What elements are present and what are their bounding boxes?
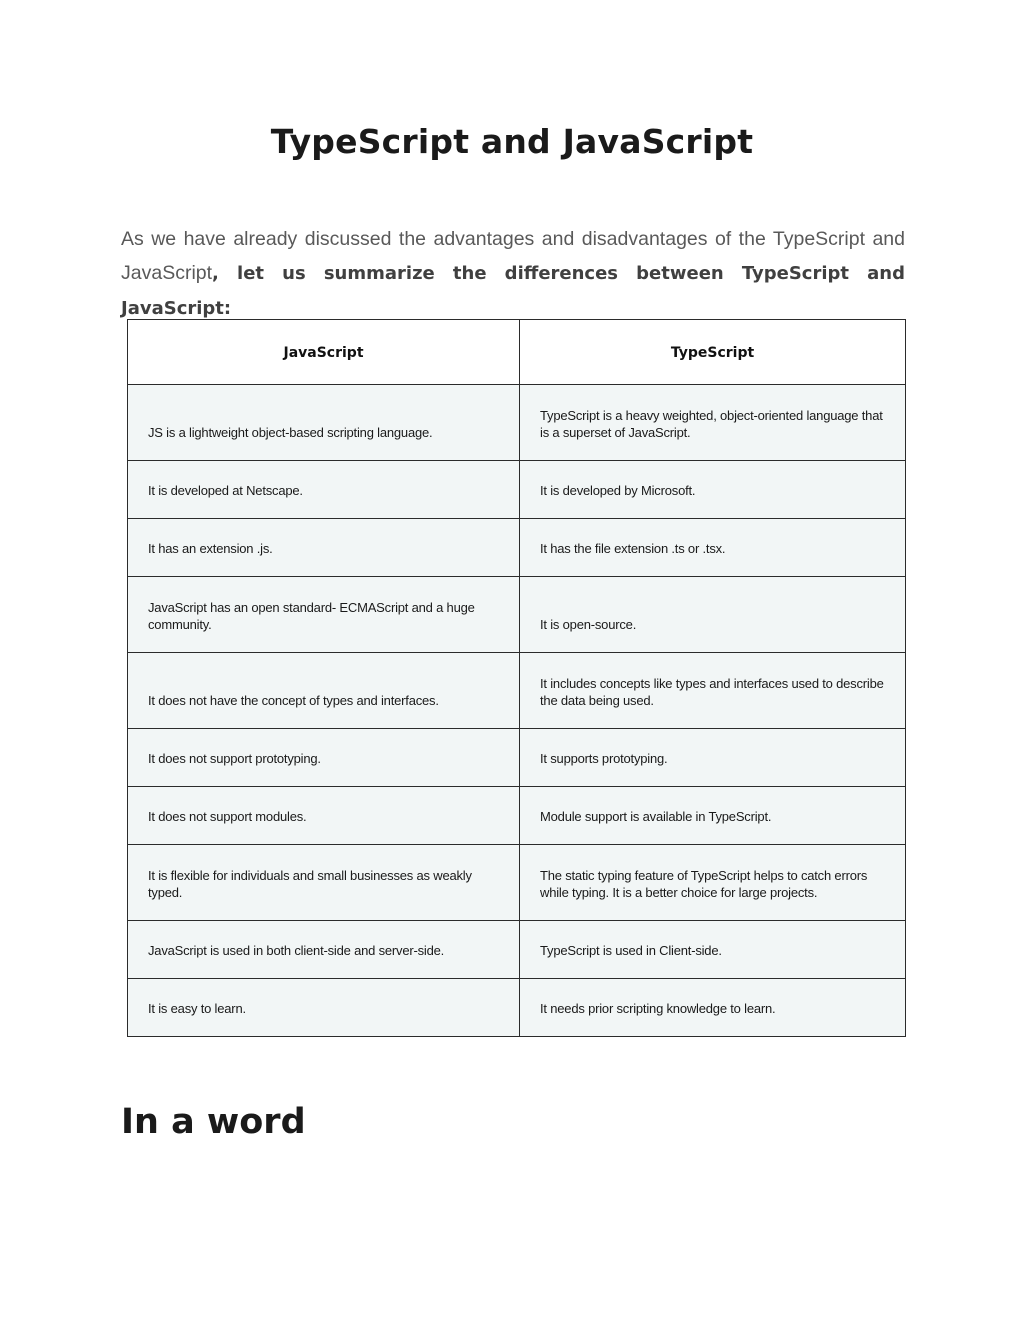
javascript-cell: It is flexible for individuals and small businesses as weakly typed. (128, 845, 520, 921)
intro-paragraph (121, 222, 905, 326)
header-javascript: JavaScript (128, 320, 520, 385)
javascript-cell: It does not support prototyping. (128, 729, 520, 787)
javascript-cell: JavaScript has an open standard- ECMAScript and a huge community. (128, 577, 520, 653)
typescript-cell: TypeScript is used in Client-side. (520, 921, 906, 979)
header-typescript: TypeScript (520, 320, 906, 385)
typescript-cell: It supports prototyping. (520, 729, 906, 787)
javascript-cell: It does not have the concept of types and interfaces. (128, 653, 520, 729)
javascript-cell: JavaScript is used in both client-side and server-side. (128, 921, 520, 979)
table-row (128, 979, 906, 1037)
table-row (128, 787, 906, 845)
typescript-cell: It includes concepts like types and interfaces used to describe the data being used. (520, 653, 906, 729)
typescript-cell: It is open-source. (520, 577, 906, 653)
javascript-cell: It has an extension .js. (128, 519, 520, 577)
intro-bold-text: , let us summarize the differences between TypeScript and JavaScript: (121, 263, 905, 319)
table-row (128, 845, 906, 921)
intro-text: As we have already discussed the advantages and disadvantages of the TypeScript and JavaScript (121, 228, 905, 284)
javascript-cell: It is developed at Netscape. (128, 461, 520, 519)
table-header-row (128, 320, 906, 385)
typescript-cell: The static typing feature of TypeScript helps to catch errors while typing. It is a better choice for large projects. (520, 845, 906, 921)
javascript-cell: JS is a lightweight object-based scripting language. (128, 385, 520, 461)
table-row (128, 385, 906, 461)
typescript-cell: TypeScript is a heavy weighted, object-oriented language that is a superset of JavaScript. (520, 385, 906, 461)
table-row (128, 921, 906, 979)
table-row (128, 729, 906, 787)
page-title: TypeScript and JavaScript (270, 122, 754, 161)
table-row (128, 519, 906, 577)
table-row (128, 461, 906, 519)
table-row (128, 653, 906, 729)
typescript-cell: Module support is available in TypeScript. (520, 787, 906, 845)
javascript-cell: It is easy to learn. (128, 979, 520, 1037)
table-row (128, 577, 906, 653)
typescript-cell: It is developed by Microsoft. (520, 461, 906, 519)
section-heading: In a word (121, 1102, 306, 1142)
javascript-cell: It does not support modules. (128, 787, 520, 845)
comparison-table (127, 319, 906, 1037)
typescript-cell: It needs prior scripting knowledge to learn. (520, 979, 906, 1037)
typescript-cell: It has the file extension .ts or .tsx. (520, 519, 906, 577)
